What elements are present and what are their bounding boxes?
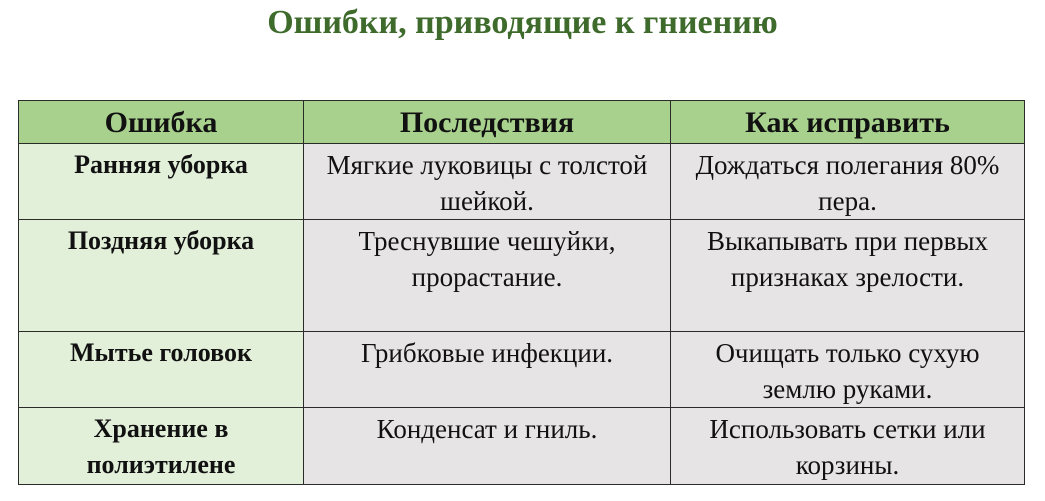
- cell-error: Поздняя уборка: [19, 220, 304, 332]
- header-fix: Как исправить: [671, 101, 1025, 144]
- errors-table: [18, 100, 1025, 485]
- cell-fix: Очищать только сухую землю руками.: [671, 332, 1025, 408]
- cell-error: Хранение в полиэтилене: [19, 408, 304, 485]
- cell-fix: Дождаться полегания 80% пера.: [671, 144, 1025, 220]
- cell-fix: Выкапывать при первых признаках зрелости.: [671, 220, 1025, 332]
- cell-fix: Использовать сетки или корзины.: [671, 408, 1025, 485]
- table-row: [19, 332, 1025, 408]
- page-title: Ошибки, приводящие к гниению: [267, 4, 778, 41]
- cell-consequence: Мягкие луковицы с толстой шейкой.: [304, 144, 671, 220]
- header-consequence: Последствия: [304, 101, 671, 144]
- cell-consequence: Треснувшие чешуйки, прорастание.: [304, 220, 671, 332]
- table-row: [19, 144, 1025, 220]
- table-header-row: [19, 101, 1025, 144]
- table-row: [19, 220, 1025, 332]
- cell-error: Ранняя уборка: [19, 144, 304, 220]
- table-row: [19, 408, 1025, 485]
- cell-consequence: Грибковые инфекции.: [304, 332, 671, 408]
- header-error: Ошибка: [19, 101, 304, 144]
- cell-error: Мытье головок: [19, 332, 304, 408]
- cell-consequence: Конденсат и гниль.: [304, 408, 671, 485]
